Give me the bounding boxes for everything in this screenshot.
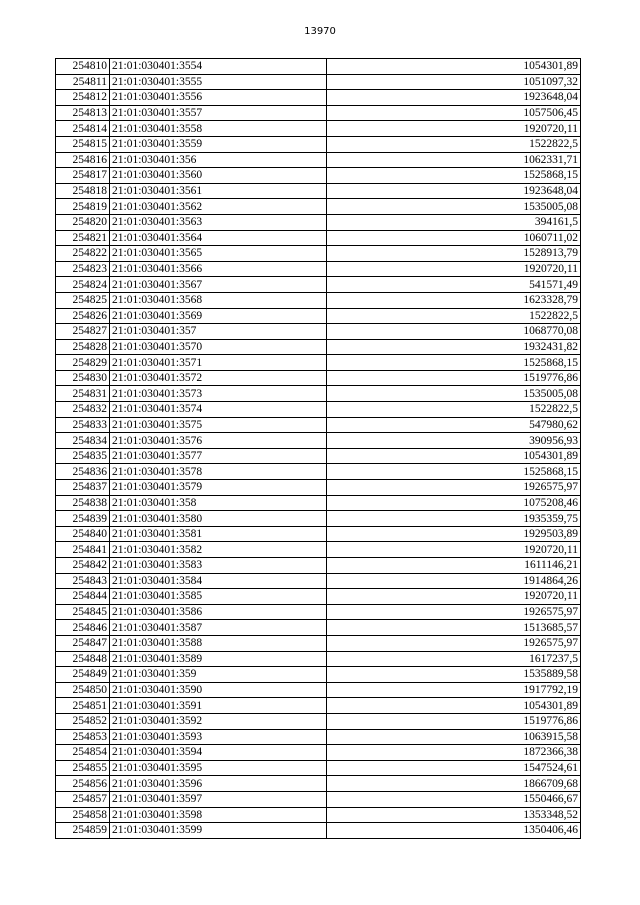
row-number-cell: 254832 [56, 402, 110, 418]
row-number-cell: 254835 [56, 448, 110, 464]
row-number-cell: 254848 [56, 651, 110, 667]
row-number-cell: 254853 [56, 729, 110, 745]
cadastral-number-cell: 21:01:030401:3593 [110, 729, 327, 745]
cadastral-number-cell: 21:01:030401:3555 [110, 74, 327, 90]
table-row [56, 339, 581, 355]
cadastral-number-cell: 21:01:030401:356 [110, 152, 327, 168]
row-number-cell: 254841 [56, 542, 110, 558]
row-number-cell: 254844 [56, 589, 110, 605]
row-number-cell: 254817 [56, 168, 110, 184]
cadastral-value-cell: 1054301,89 [327, 59, 581, 75]
cadastral-number-cell: 21:01:030401:358 [110, 495, 327, 511]
cadastral-number-cell: 21:01:030401:3571 [110, 355, 327, 371]
table-row [56, 682, 581, 698]
table-row [56, 152, 581, 168]
cadastral-number-cell: 21:01:030401:3557 [110, 105, 327, 121]
table-row [56, 807, 581, 823]
cadastral-value-cell: 1611146,21 [327, 558, 581, 574]
cadastral-value-cell: 1522822,5 [327, 136, 581, 152]
cadastral-value-cell: 1525868,15 [327, 168, 581, 184]
table-row [56, 573, 581, 589]
row-number-cell: 254827 [56, 324, 110, 340]
cadastral-value-cell: 1062331,71 [327, 152, 581, 168]
row-number-cell: 254823 [56, 261, 110, 277]
cadastral-value-cell: 1513685,57 [327, 620, 581, 636]
row-number-cell: 254825 [56, 292, 110, 308]
cadastral-number-cell: 21:01:030401:3575 [110, 417, 327, 433]
cadastral-value-cell: 1929503,89 [327, 526, 581, 542]
cadastral-number-cell: 21:01:030401:3562 [110, 199, 327, 215]
cadastral-number-cell: 21:01:030401:3564 [110, 230, 327, 246]
table-row [56, 355, 581, 371]
cadastral-number-cell: 21:01:030401:3585 [110, 589, 327, 605]
cadastral-number-cell: 21:01:030401:359 [110, 667, 327, 683]
table-row [56, 136, 581, 152]
cadastral-value-cell: 1920720,11 [327, 261, 581, 277]
cadastral-number-cell: 21:01:030401:3568 [110, 292, 327, 308]
cadastral-number-cell: 21:01:030401:3566 [110, 261, 327, 277]
cadastral-number-cell: 21:01:030401:3587 [110, 620, 327, 636]
cadastral-value-cell: 1866709,68 [327, 776, 581, 792]
cadastral-number-cell: 21:01:030401:3597 [110, 791, 327, 807]
cadastral-value-cell: 394161,5 [327, 214, 581, 230]
cadastral-value-cell: 1547524,61 [327, 760, 581, 776]
cadastral-value-cell: 1926575,97 [327, 604, 581, 620]
table-row [56, 620, 581, 636]
cadastral-number-cell: 21:01:030401:3565 [110, 246, 327, 262]
cadastral-number-cell: 21:01:030401:3581 [110, 526, 327, 542]
cadastral-number-cell: 21:01:030401:3573 [110, 386, 327, 402]
row-number-cell: 254814 [56, 121, 110, 137]
cadastral-value-cell: 1914864,26 [327, 573, 581, 589]
table-row [56, 776, 581, 792]
row-number-cell: 254857 [56, 791, 110, 807]
cadastral-number-cell: 21:01:030401:3563 [110, 214, 327, 230]
cadastral-number-cell: 21:01:030401:3574 [110, 402, 327, 418]
row-number-cell: 254821 [56, 230, 110, 246]
table-row [56, 760, 581, 776]
cadastral-number-cell: 21:01:030401:3578 [110, 464, 327, 480]
cadastral-value-cell: 1350406,46 [327, 823, 581, 839]
cadastral-value-cell: 1525868,15 [327, 355, 581, 371]
cadastral-number-cell: 21:01:030401:3559 [110, 136, 327, 152]
table-row [56, 168, 581, 184]
table-row [56, 542, 581, 558]
row-number-cell: 254856 [56, 776, 110, 792]
table-row [56, 433, 581, 449]
row-number-cell: 254824 [56, 277, 110, 293]
table-row [56, 59, 581, 75]
cadastral-number-cell: 21:01:030401:3576 [110, 433, 327, 449]
cadastral-number-cell: 21:01:030401:3556 [110, 90, 327, 106]
row-number-cell: 254845 [56, 604, 110, 620]
cadastral-value-cell: 1923648,04 [327, 183, 581, 199]
cadastral-value-cell: 1054301,89 [327, 448, 581, 464]
table-row [56, 526, 581, 542]
row-number-cell: 254837 [56, 480, 110, 496]
row-number-cell: 254839 [56, 511, 110, 527]
cadastral-value-cell: 1550466,67 [327, 791, 581, 807]
cadastral-number-cell: 21:01:030401:3599 [110, 823, 327, 839]
table-row [56, 105, 581, 121]
row-number-cell: 254813 [56, 105, 110, 121]
table-row [56, 791, 581, 807]
row-number-cell: 254815 [56, 136, 110, 152]
table-row [56, 589, 581, 605]
cadastral-number-cell: 21:01:030401:3584 [110, 573, 327, 589]
row-number-cell: 254826 [56, 308, 110, 324]
cadastral-number-cell: 21:01:030401:3567 [110, 277, 327, 293]
row-number-cell: 254833 [56, 417, 110, 433]
page-number: 13970 [304, 26, 336, 37]
cadastral-number-cell: 21:01:030401:3580 [110, 511, 327, 527]
table-row [56, 480, 581, 496]
cadastral-number-cell: 21:01:030401:3591 [110, 698, 327, 714]
cadastral-value-cell: 1353348,52 [327, 807, 581, 823]
cadastral-number-cell: 21:01:030401:3589 [110, 651, 327, 667]
cadastral-number-cell: 21:01:030401:3596 [110, 776, 327, 792]
cadastral-value-cell: 1920720,11 [327, 589, 581, 605]
cadastral-number-cell: 21:01:030401:3594 [110, 745, 327, 761]
row-number-cell: 254836 [56, 464, 110, 480]
table-row [56, 823, 581, 839]
cadastral-number-cell: 21:01:030401:3560 [110, 168, 327, 184]
table-row [56, 292, 581, 308]
cadastral-value-cell: 1075208,46 [327, 495, 581, 511]
row-number-cell: 254849 [56, 667, 110, 683]
cadastral-value-table [55, 58, 581, 839]
row-number-cell: 254852 [56, 713, 110, 729]
cadastral-value-cell: 1519776,86 [327, 370, 581, 386]
cadastral-value-cell: 1522822,5 [327, 308, 581, 324]
table-row [56, 745, 581, 761]
cadastral-value-cell: 1535889,58 [327, 667, 581, 683]
row-number-cell: 254830 [56, 370, 110, 386]
table-row [56, 417, 581, 433]
row-number-cell: 254816 [56, 152, 110, 168]
table-row [56, 558, 581, 574]
cadastral-number-cell: 21:01:030401:3592 [110, 713, 327, 729]
cadastral-value-cell: 1535005,08 [327, 199, 581, 215]
row-number-cell: 254854 [56, 745, 110, 761]
table-row [56, 308, 581, 324]
row-number-cell: 254818 [56, 183, 110, 199]
table-row [56, 651, 581, 667]
cadastral-number-cell: 21:01:030401:3577 [110, 448, 327, 464]
cadastral-value-cell: 1063915,58 [327, 729, 581, 745]
cadastral-value-cell: 1917792,19 [327, 682, 581, 698]
cadastral-value-cell: 1872366,38 [327, 745, 581, 761]
cadastral-value-cell: 547980,62 [327, 417, 581, 433]
table-row [56, 214, 581, 230]
table-row [56, 464, 581, 480]
row-number-cell: 254858 [56, 807, 110, 823]
cadastral-value-cell: 1535005,08 [327, 386, 581, 402]
cadastral-number-cell: 21:01:030401:3582 [110, 542, 327, 558]
cadastral-value-cell: 1519776,86 [327, 713, 581, 729]
cadastral-number-cell: 21:01:030401:3598 [110, 807, 327, 823]
cadastral-number-cell: 21:01:030401:3569 [110, 308, 327, 324]
table-row [56, 230, 581, 246]
table-row [56, 199, 581, 215]
row-number-cell: 254811 [56, 74, 110, 90]
cadastral-value-cell: 541571,49 [327, 277, 581, 293]
cadastral-number-cell: 21:01:030401:3558 [110, 121, 327, 137]
cadastral-value-cell: 1623328,79 [327, 292, 581, 308]
cadastral-number-cell: 21:01:030401:3586 [110, 604, 327, 620]
table-row [56, 495, 581, 511]
row-number-cell: 254843 [56, 573, 110, 589]
cadastral-value-cell: 1522822,5 [327, 402, 581, 418]
cadastral-value-cell: 1528913,79 [327, 246, 581, 262]
row-number-cell: 254834 [56, 433, 110, 449]
table-row [56, 324, 581, 340]
row-number-cell: 254812 [56, 90, 110, 106]
row-number-cell: 254851 [56, 698, 110, 714]
table-row [56, 121, 581, 137]
table-row [56, 277, 581, 293]
table-row [56, 729, 581, 745]
row-number-cell: 254831 [56, 386, 110, 402]
row-number-cell: 254842 [56, 558, 110, 574]
cadastral-value-cell: 1054301,89 [327, 698, 581, 714]
row-number-cell: 254850 [56, 682, 110, 698]
table-row [56, 90, 581, 106]
cadastral-value-cell: 1057506,45 [327, 105, 581, 121]
table-row [56, 698, 581, 714]
cadastral-number-cell: 21:01:030401:3570 [110, 339, 327, 355]
cadastral-number-cell: 21:01:030401:3590 [110, 682, 327, 698]
row-number-cell: 254855 [56, 760, 110, 776]
row-number-cell: 254810 [56, 59, 110, 75]
cadastral-number-cell: 21:01:030401:357 [110, 324, 327, 340]
row-number-cell: 254859 [56, 823, 110, 839]
table-row [56, 261, 581, 277]
table-row [56, 402, 581, 418]
row-number-cell: 254840 [56, 526, 110, 542]
cadastral-number-cell: 21:01:030401:3554 [110, 59, 327, 75]
cadastral-number-cell: 21:01:030401:3579 [110, 480, 327, 496]
row-number-cell: 254828 [56, 339, 110, 355]
cadastral-number-cell: 21:01:030401:3588 [110, 635, 327, 651]
cadastral-value-cell: 1617237,5 [327, 651, 581, 667]
cadastral-number-cell: 21:01:030401:3572 [110, 370, 327, 386]
table-row [56, 635, 581, 651]
cadastral-number-cell: 21:01:030401:3583 [110, 558, 327, 574]
cadastral-value-cell: 1926575,97 [327, 480, 581, 496]
row-number-cell: 254838 [56, 495, 110, 511]
row-number-cell: 254819 [56, 199, 110, 215]
cadastral-number-cell: 21:01:030401:3595 [110, 760, 327, 776]
cadastral-value-cell: 1926575,97 [327, 635, 581, 651]
cadastral-value-cell: 1920720,11 [327, 542, 581, 558]
table-row [56, 713, 581, 729]
table-row [56, 370, 581, 386]
table-row [56, 667, 581, 683]
table-row [56, 386, 581, 402]
cadastral-value-cell: 1923648,04 [327, 90, 581, 106]
row-number-cell: 254822 [56, 246, 110, 262]
table-body [56, 59, 581, 839]
row-number-cell: 254847 [56, 635, 110, 651]
table-row [56, 246, 581, 262]
cadastral-number-cell: 21:01:030401:3561 [110, 183, 327, 199]
cadastral-value-cell: 1935359,75 [327, 511, 581, 527]
cadastral-value-cell: 1051097,32 [327, 74, 581, 90]
table-row [56, 511, 581, 527]
cadastral-value-cell: 390956,93 [327, 433, 581, 449]
cadastral-value-cell: 1525868,15 [327, 464, 581, 480]
cadastral-value-cell: 1060711,02 [327, 230, 581, 246]
table-row [56, 183, 581, 199]
cadastral-value-cell: 1920720,11 [327, 121, 581, 137]
table-row [56, 74, 581, 90]
row-number-cell: 254820 [56, 214, 110, 230]
row-number-cell: 254829 [56, 355, 110, 371]
row-number-cell: 254846 [56, 620, 110, 636]
table-row [56, 604, 581, 620]
cadastral-value-cell: 1932431,82 [327, 339, 581, 355]
table-row [56, 448, 581, 464]
cadastral-value-cell: 1068770,08 [327, 324, 581, 340]
